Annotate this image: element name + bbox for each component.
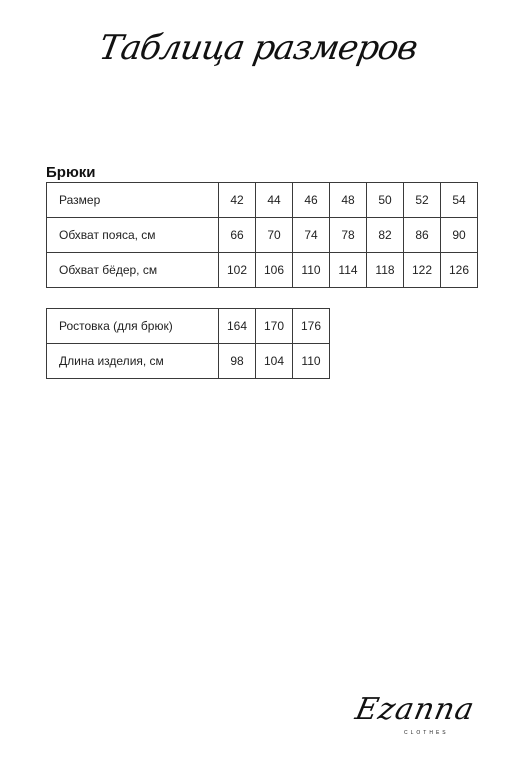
row-label: Длина изделия, см bbox=[47, 344, 219, 379]
table-cell: 42 bbox=[219, 183, 256, 218]
table-cell: 82 bbox=[367, 218, 404, 253]
table-cell: 114 bbox=[330, 253, 367, 288]
table-cell: 74 bbox=[293, 218, 330, 253]
brand-logo bbox=[350, 686, 490, 746]
table-cell: 98 bbox=[219, 344, 256, 379]
table-cell: 50 bbox=[367, 183, 404, 218]
table-cell: 90 bbox=[441, 218, 478, 253]
row-label: Ростовка (для брюк) bbox=[47, 309, 219, 344]
table-cell: 122 bbox=[404, 253, 441, 288]
table-cell: 86 bbox=[404, 218, 441, 253]
table-cell: 110 bbox=[293, 253, 330, 288]
table-cell: 46 bbox=[293, 183, 330, 218]
page-title: Таблица размеров bbox=[95, 28, 421, 68]
table-cell: 70 bbox=[256, 218, 293, 253]
table-cell: 48 bbox=[330, 183, 367, 218]
table-cell: 126 bbox=[441, 253, 478, 288]
table-cell: 164 bbox=[219, 309, 256, 344]
table-cell: 44 bbox=[256, 183, 293, 218]
table-cell: 110 bbox=[293, 344, 330, 379]
section-title: Брюки bbox=[46, 164, 96, 181]
table-cell: 104 bbox=[256, 344, 293, 379]
table-cell: 66 bbox=[219, 218, 256, 253]
size-table bbox=[46, 182, 478, 288]
row-label: Обхват бёдер, см bbox=[47, 253, 219, 288]
brand-name: Ezanna bbox=[352, 692, 478, 727]
table-cell: 176 bbox=[293, 309, 330, 344]
brand-tagline: CLOTHES bbox=[404, 730, 449, 736]
table-row bbox=[47, 183, 478, 218]
height-table bbox=[46, 308, 330, 379]
table-cell: 170 bbox=[256, 309, 293, 344]
table-cell: 78 bbox=[330, 218, 367, 253]
table-cell: 118 bbox=[367, 253, 404, 288]
table-row bbox=[47, 253, 478, 288]
row-label: Обхват пояса, см bbox=[47, 218, 219, 253]
table-row bbox=[47, 218, 478, 253]
row-label: Размер bbox=[47, 183, 219, 218]
table-cell: 54 bbox=[441, 183, 478, 218]
table-cell: 106 bbox=[256, 253, 293, 288]
table-cell: 52 bbox=[404, 183, 441, 218]
table-row bbox=[47, 309, 330, 344]
table-row bbox=[47, 344, 330, 379]
table-cell: 102 bbox=[219, 253, 256, 288]
